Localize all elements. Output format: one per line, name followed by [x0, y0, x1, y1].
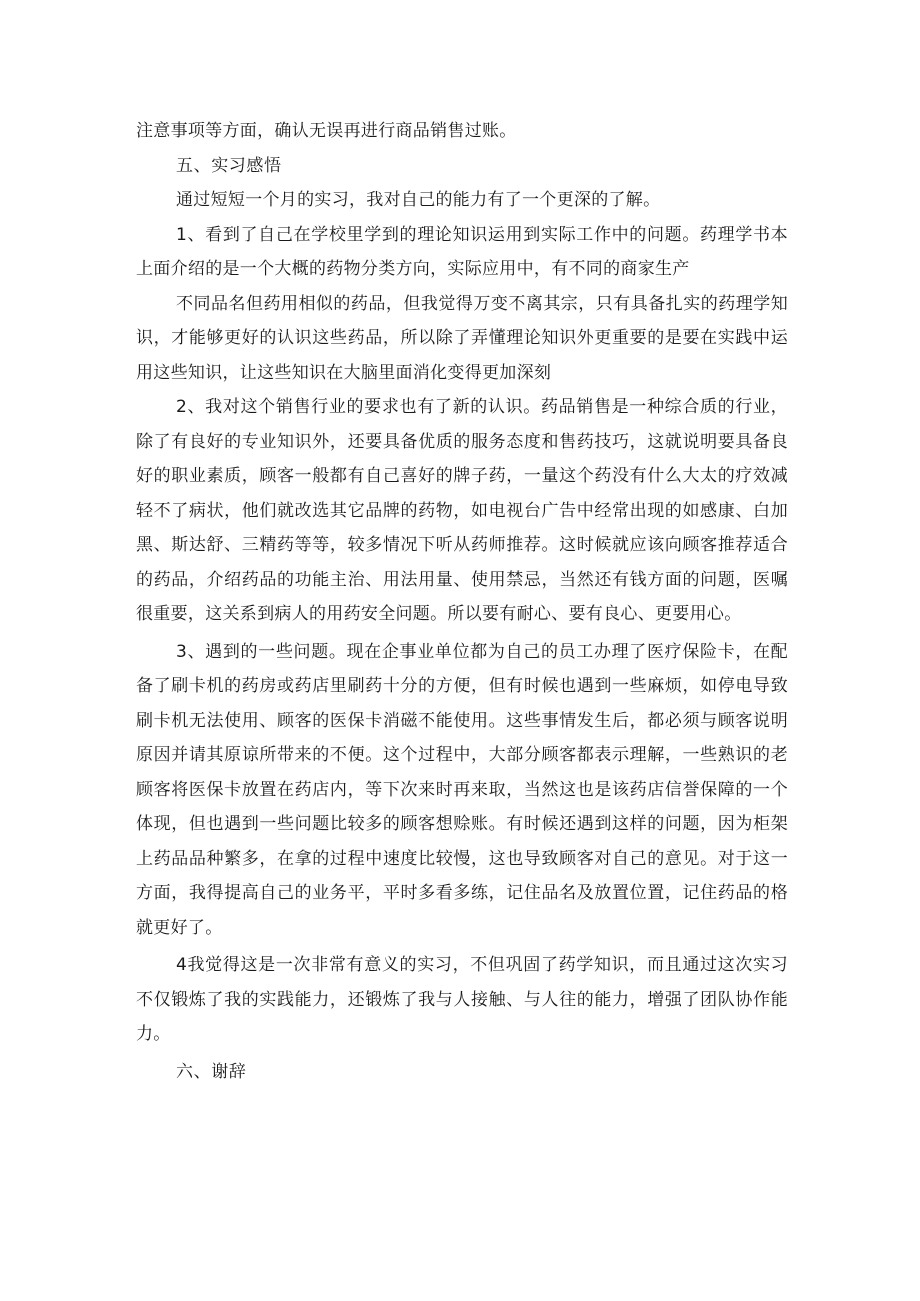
paragraph-continuation: 注意事项等方面，确认无误再进行商品销售过账。 [136, 121, 517, 141]
section-heading-acknowledgements: 六、谢辞 [176, 1061, 247, 1082]
paragraph-point-1: 1、看到了自己在学校里学到的理论知识运用到实际工作中的问题。药理学书本上面介绍的是一个大概的药物分类方向，实际应用中，有不同的商家生产 [136, 224, 788, 279]
paragraph-intro: 通过短短一个月的实习，我对自己的能力有了一个更深的了解。 [176, 190, 661, 210]
document-body [136, 114, 788, 1089]
paragraph-point-3: 3、遇到的一些问题。现在企事业单位都为自己的员工办理了医疗保险卡，在配备了刷卡机的药房或药店里刷药十分的方便，但有时候也遇到一些麻烦，如停电导致刷卡机无法使用、顾客的医保卡消磁不能使用。这些事情发生后，都必须与顾客说明原因并请其原谅所带来的不便。这个过程中，大部分顾客都表示理解，一些熟识的老顾客将医保卡放置在药店内，等下次来时再来取，当然这也是该药店信誉保障的一个体现，但也遇到一些问题比较多的顾客想赊账。有时候还遇到这样的问题，因为柜架上药品品种繁多，在拿的过程中速度比较慢，这也导致顾客对自己的意见。对于这一方面，我得提高自己的业务平，平时多看多练，记住品名及放置位置，记住药品的格就更好了。 [136, 641, 788, 938]
paragraph-point-4: 4我觉得这是一次非常有意义的实习，不但巩固了药学知识，而且通过这次实习不仅锻炼了我的实践能力，还锻炼了我与人接触、与人往的能力，增强了团队协作能力。 [136, 955, 788, 1044]
section-heading-internship-insights: 五、实习感悟 [176, 155, 282, 176]
paragraph-point-1-continued: 不同品名但药用相似的药品，但我觉得万变不离其宗，只有具备扎实的药理学知识，才能够更好的认识这些药品，所以除了弄懂理论知识外更重要的是要在实践中运用这些知识，让这些知识在大脑里面消化变得更加深刻 [136, 293, 788, 383]
paragraph-point-2: 2、我对这个销售行业的要求也有了新的认识。药品销售是一种综合质的行业，除了有良好的专业知识外，还要具备优质的服务态度和售药技巧，这就说明要具备良好的职业素质，顾客一般都有自己喜好的牌子药，一量这个药没有什么大太的疗效减轻不了病状，他们就改选其它品牌的药物，如电视台广告中经常出现的如感康、白加黑、斯达舒、三精药等等，较多情况下听从药师推荐。这时候就应该向顾客推荐适合的药品，介绍药品的功能主治、用法用量、使用禁忌，当然还有钱方面的问题，医嘱很重要，这关系到病人的用药安全问题。所以要有耐心、要有良心、更要用心。 [136, 397, 788, 624]
